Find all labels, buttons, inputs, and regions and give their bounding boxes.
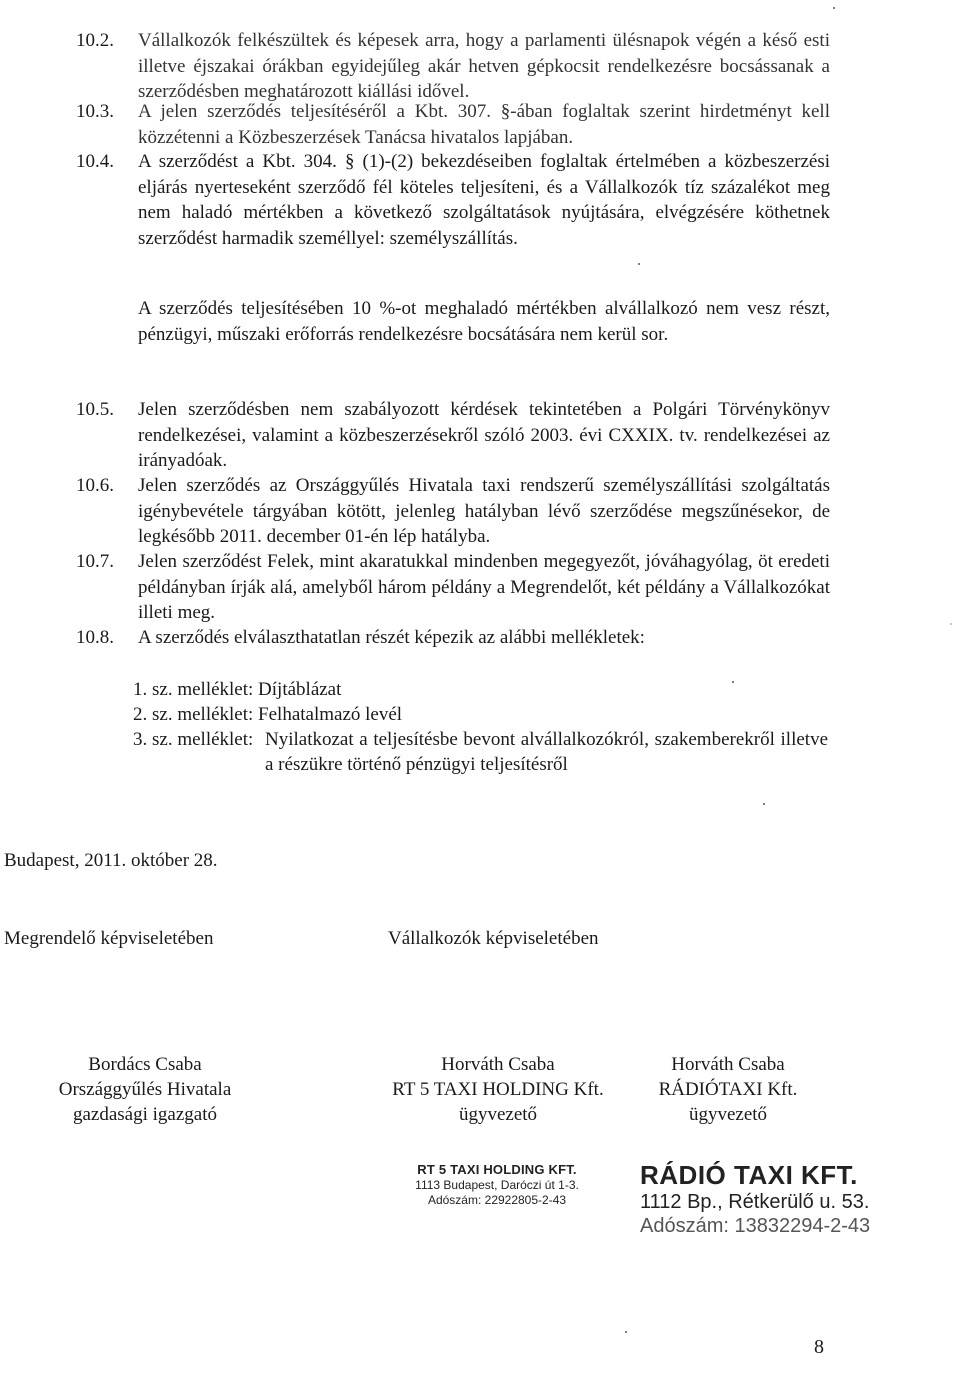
section-number: 10.7. bbox=[76, 551, 114, 572]
scan-speck bbox=[833, 7, 835, 9]
annex-item bbox=[133, 727, 833, 802]
client-representative-label: Megrendelő képviseletében bbox=[4, 928, 214, 949]
scan-speck bbox=[763, 803, 765, 805]
signatory-org: Országgyűlés Hivatala bbox=[58, 1079, 232, 1100]
stamp-line: Adószám: 13832294-2-43 bbox=[640, 1215, 871, 1237]
scan-speck bbox=[950, 623, 952, 625]
annex-text: Nyilatkozat a teljesítésbe bevont alvállalkozókról, szakemberekről illetve a részükre történő pénzügyi teljesítésről bbox=[265, 729, 828, 775]
signatory-org: RT 5 TAXI HOLDING Kft. bbox=[392, 1079, 604, 1100]
section-number: 10.8. bbox=[76, 627, 114, 648]
section-number: 10.3. bbox=[76, 101, 114, 122]
section-text: Jelen szerződést Felek, mint akaratukkal mindenben megegyezőt, jóváhagyólag, öt eredeti példányban írják alá, amelyből három példány a Megrendelőt, két példány a Vállalkozókat illeti meg. bbox=[138, 551, 830, 624]
section-number: 10.6. bbox=[76, 475, 114, 496]
stamp-line: 1113 Budapest, Daróczi út 1-3. bbox=[415, 1178, 579, 1192]
signatory-name: Horváth Csaba bbox=[671, 1054, 785, 1075]
annex-list bbox=[133, 677, 833, 802]
stamp-line: 1112 Bp., Rétkerülő u. 53. bbox=[640, 1191, 870, 1213]
signatory-role: gazdasági igazgató bbox=[72, 1104, 217, 1125]
contractor-representative-label: Vállalkozók képviseletében bbox=[388, 928, 599, 949]
section-text: A szerződést a Kbt. 304. § (1)-(2) bekezdéseiben foglaltak értelmében a közbeszerzési eljárás nyerteseként szerződő fél köteles teljesíteni, és a Vállalkozók tíz százalékot meg nem haladó mértékben a következő szolgáltatások nyújtására, elvégzésére köthetnek szerződést harmadik személlyel: személyszállítás. bbox=[138, 151, 830, 249]
stamp-line: RÁDIÓ TAXI KFT. bbox=[640, 1160, 858, 1190]
section-text: Jelen szerződésben nem szabályozott kérdések tekintetében a Polgári Törvénykönyv rendelkezései, valamint a közbeszerzésekről szóló 2003. évi CXXIX. tv. rendelkezései az irányadóak. bbox=[138, 399, 830, 472]
signatory-client bbox=[30, 1052, 260, 1127]
section-text: A szerződés teljesítésében 10 %-ot meghaladó mértékben alvállalkozó nem vesz részt, pénzügyi, műszaki erőforrás rendelkezésre bocsátására nem kerül sor. bbox=[138, 298, 830, 345]
annex-item: 1. sz. melléklet: Díjtáblázat bbox=[133, 679, 342, 700]
company-stamp-rt5 bbox=[392, 1162, 602, 1208]
stamp-line: RT 5 TAXI HOLDING KFT. bbox=[417, 1162, 577, 1177]
signatory-radiotaxi bbox=[636, 1052, 820, 1127]
section-number: 10.4. bbox=[76, 151, 114, 172]
stamp-line: Adószám: 22922805-2-43 bbox=[427, 1193, 567, 1207]
company-stamp-radiotaxi bbox=[640, 1160, 900, 1238]
signatory-name: Horváth Csaba bbox=[441, 1054, 555, 1075]
section-text: Jelen szerződés az Országgyűlés Hivatala taxi rendszerű személyszállítási szolgáltatás igénybevétele tárgyában kötött, jelenleg hatályban lévő szerződése megszűnésekor, de legkésőbb 2011. december 01-én lép hatályba. bbox=[138, 475, 830, 548]
signatory-role: ügyvezető bbox=[688, 1104, 768, 1125]
place-date: Budapest, 2011. október 28. bbox=[4, 850, 218, 871]
section-number: 10.5. bbox=[76, 399, 114, 420]
annex-label bbox=[133, 727, 263, 752]
page-number: 8 bbox=[814, 1336, 824, 1358]
annex-item: 2. sz. melléklet: Felhatalmazó levél bbox=[133, 704, 403, 725]
signatory-role: ügyvezető bbox=[458, 1104, 538, 1125]
section-text: Vállalkozók felkészültek és képesek arra, hogy a parlamenti ülésnapok végén a késő esti illetve éjszakai órákban egyidejűleg akár hetven gépkocsit rendelkezésre bocsássanak a szerződésben meghatározott kiállási idővel. bbox=[138, 30, 830, 103]
annex-label-text: 3. sz. melléklet: bbox=[133, 729, 254, 750]
signatory-rt5 bbox=[368, 1052, 628, 1127]
section-text: A szerződés elválaszthatatlan részét képezik az alábbi mellékletek: bbox=[138, 627, 645, 648]
scan-speck bbox=[638, 263, 640, 265]
signatory-name: Bordács Csaba bbox=[88, 1054, 202, 1075]
section-text: A jelen szerződés teljesítéséről a Kbt. 307. §-ában foglaltak szerint hirdetményt kell közzétenni a Közbeszerzések Tanácsa hivatalos lapjában. bbox=[138, 101, 830, 148]
scan-speck bbox=[732, 681, 734, 683]
signatory-org: RÁDIÓTAXI Kft. bbox=[658, 1079, 798, 1100]
scan-speck bbox=[625, 1331, 627, 1333]
section-number: 10.2. bbox=[76, 30, 114, 51]
